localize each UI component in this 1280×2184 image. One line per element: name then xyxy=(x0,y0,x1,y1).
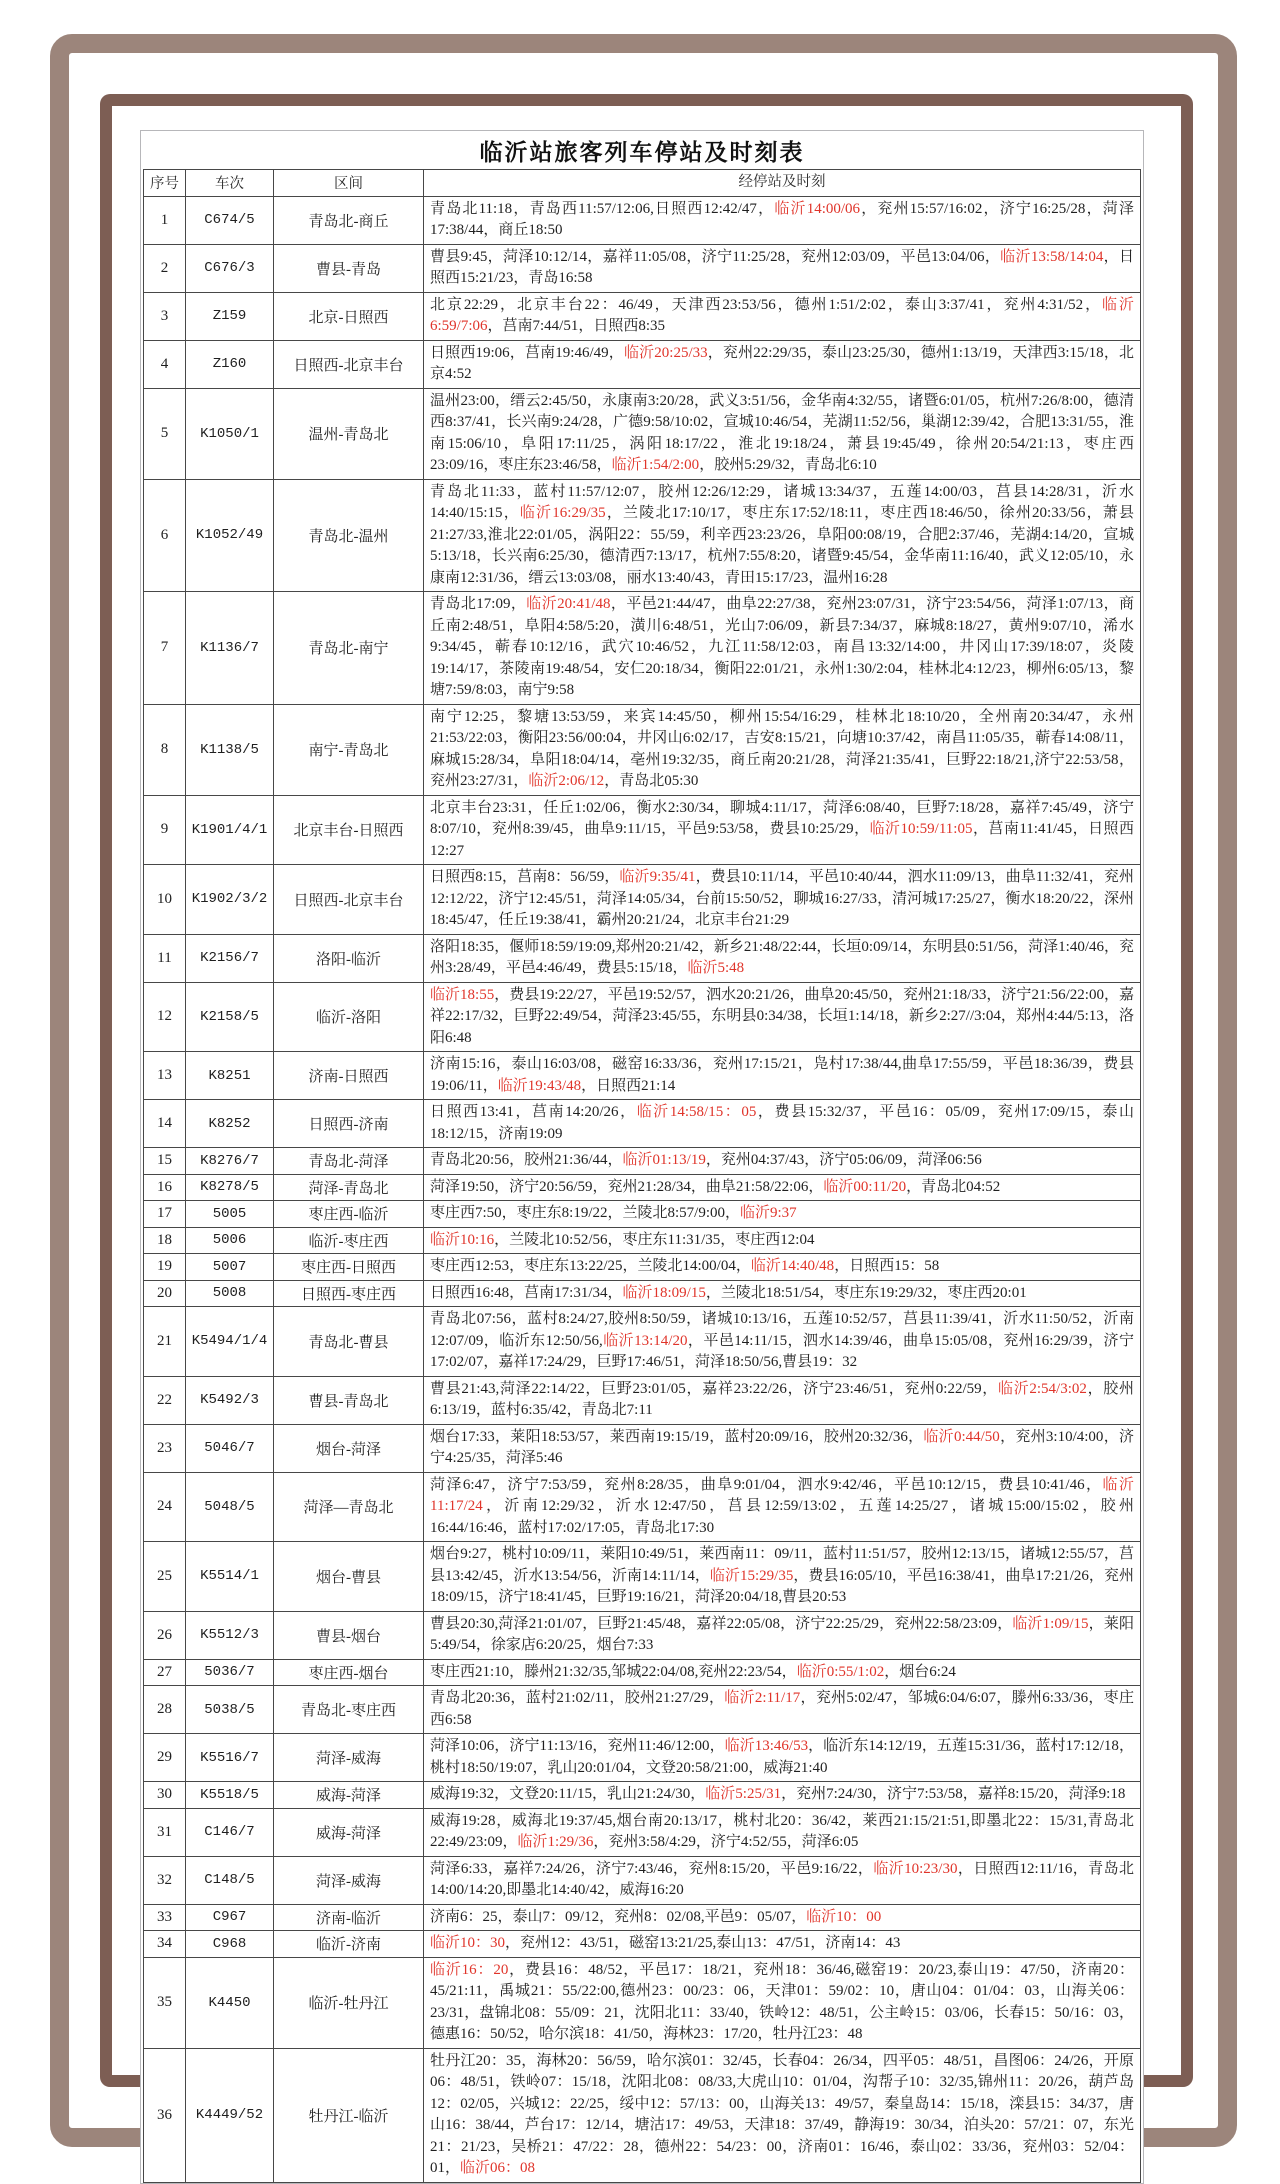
table-row xyxy=(144,340,1141,388)
stop-times-text: 日照西13:41，莒南14:20/26， xyxy=(430,1104,637,1120)
train-number-cell: Z160 xyxy=(186,340,274,388)
stop-times-text: ，兰陵北18:51/54，枣庄东19:29/32，枣庄西20:01 xyxy=(705,1284,1027,1301)
stop-times-text: 威海19:32，文登20:11/15，乳山21:24/30， xyxy=(430,1786,706,1802)
route-cell: 济南-日照西 xyxy=(274,1052,424,1100)
stop-times-text: ，日照西15：58 xyxy=(834,1258,940,1274)
route-cell: 菏泽-威海 xyxy=(274,1734,424,1782)
table-row xyxy=(144,704,1141,795)
stop-times-text: ，兖州15:57/16:02，济宁16:25/28，菏泽17:38/44，商丘18:50 xyxy=(430,200,1134,238)
linyi-time-highlight: 临沂10:59/11:05 xyxy=(869,821,973,837)
linyi-time-highlight: 临沂18:55 xyxy=(430,986,495,1003)
row-index-cell: 1 xyxy=(144,196,186,244)
linyi-time-highlight: 临沂10：30 xyxy=(430,1935,506,1951)
stop-times-text: ，临沂东14:12/19，五莲15:31/36，蓝村17:12/18，桃村18:50/19:07，乳山20:01/04，文登20:58/21:00，威海21:40 xyxy=(430,1738,1134,1776)
stops-cell xyxy=(424,704,1141,795)
linyi-time-highlight: 临沂15:29/35 xyxy=(709,1567,794,1584)
stop-times-text: ，兰陵北10:52/56，枣庄东11:31/35，枣庄西12:04 xyxy=(494,1231,815,1248)
stops-cell xyxy=(424,1542,1141,1612)
linyi-time-highlight: 临沂01:13/19 xyxy=(622,1152,706,1168)
linyi-time-highlight: 临沂14:40/48 xyxy=(750,1258,835,1274)
stop-times-text: ，费县16：48/52，平邑17：18/21，兖州18：36/46,磁窑19：20/23,泰山19：47/50，济南20：45/21:11，禹城21：55/22:00,德州23：00/23：06，天津01：59/02：10，唐山04：01/04：03，山海关06：23/31，盘锦北08：55/09：21，沈阳北11：33/40，铁岭12：48/51，公主岭15：03/06，长春15：50/16：03，德惠16：50/52，哈尔滨18：41/50，海林23：17/20，牡丹江23：48 xyxy=(430,1961,1134,2042)
table-row xyxy=(144,1808,1141,1856)
stop-times-text: ，胶州5:29/32，青岛北6:10 xyxy=(699,457,877,473)
table-row xyxy=(144,1659,1141,1686)
stop-times-text: 日照西16:48，莒南17:31/34， xyxy=(430,1284,623,1301)
linyi-time-highlight: 临沂1:54/2:00 xyxy=(611,457,700,473)
train-number-cell: 5005 xyxy=(186,1201,274,1228)
row-index-cell: 21 xyxy=(144,1307,186,1377)
row-index-cell: 30 xyxy=(144,1782,186,1809)
linyi-time-highlight: 临沂13:14/20 xyxy=(602,1332,688,1349)
row-index-cell: 5 xyxy=(144,388,186,479)
stops-cell xyxy=(424,292,1141,340)
route-cell: 济南-临沂 xyxy=(274,1904,424,1931)
table-row xyxy=(144,1931,1141,1958)
route-cell: 青岛北-曹县 xyxy=(274,1307,424,1377)
row-index-cell: 25 xyxy=(144,1542,186,1612)
table-row xyxy=(144,1904,1141,1931)
row-index-cell: 9 xyxy=(144,795,186,865)
stop-times-text: 曹县20:30,菏泽21:01/07，巨野21:45/48，嘉祥22:05/08，济宁22:25/29，兖州22:58/23:09， xyxy=(430,1615,1013,1632)
route-cell: 日照西-北京丰台 xyxy=(274,865,424,935)
linyi-time-highlight: 临沂2:06/12 xyxy=(528,773,605,789)
stop-times-text: ，青岛北05:30 xyxy=(604,773,699,789)
route-cell: 临沂-洛阳 xyxy=(274,982,424,1052)
stop-times-text: 青岛北07:56，蓝村8:24/27,胶州8:50/59，诸城10:13/16，五莲10:52/57，莒县11:39/41，沂水11:50/52，沂南12:07/09，临沂东12:50/56, xyxy=(430,1311,1134,1349)
row-index-cell: 6 xyxy=(144,479,186,592)
route-cell: 曹县-烟台 xyxy=(274,1611,424,1659)
stop-times-text: ，费县19:22/27，平邑19:52/57，泗水20:21/26，曲阜20:45/50，兖州21:18/33，济宁21:56/22:00，嘉祥22:17/32，巨野22:49/54，菏泽23:45/55，东明县0:34/38，长垣1:14/18，新乡2:27//3:04，郑州4:44/5:13，洛阳6:48 xyxy=(430,986,1134,1046)
train-number-cell: 5006 xyxy=(186,1227,274,1254)
route-cell: 威海-菏泽 xyxy=(274,1782,424,1809)
stop-times-text: ，兖州3:58/4:29，济宁4:52/55，菏泽6:05 xyxy=(593,1834,859,1850)
table-row xyxy=(144,1254,1141,1281)
timetable-header xyxy=(144,170,1141,197)
stops-cell xyxy=(424,1424,1141,1472)
row-index-cell: 36 xyxy=(144,2048,186,2182)
stop-times-text: 洛阳18:35，偃师18:59/19:09,郑州20:21/42，新乡21:48/22:44，长垣0:09/14，东明县0:51/56，菏泽1:40/46，兖州3:28/49，平邑4:46/49，费县5:15/18， xyxy=(430,938,1134,976)
linyi-time-highlight: 临沂10：00 xyxy=(806,1908,882,1925)
train-number-cell: Z159 xyxy=(186,292,274,340)
table-row xyxy=(144,1052,1141,1100)
stops-cell xyxy=(424,196,1141,244)
stop-times-text: ，青岛北04:52 xyxy=(906,1178,1001,1195)
stops-cell xyxy=(424,1957,1141,2048)
table-row xyxy=(144,1542,1141,1612)
table-row xyxy=(144,1611,1141,1659)
linyi-time-highlight: 临沂16:29/35 xyxy=(519,505,606,521)
route-cell: 枣庄西-日照西 xyxy=(274,1254,424,1281)
row-index-cell: 14 xyxy=(144,1100,186,1148)
stops-cell xyxy=(424,388,1141,479)
linyi-time-highlight: 临沂10:16 xyxy=(430,1231,495,1248)
route-cell: 菏泽—青岛北 xyxy=(274,1472,424,1542)
linyi-time-highlight: 临沂5:48 xyxy=(687,960,745,976)
stop-times-text: 烟台17:33，莱阳18:53/57，莱西南19:15/19，蓝村20:09/16，胶州20:32/36， xyxy=(430,1428,924,1445)
route-cell: 临沂-枣庄西 xyxy=(274,1227,424,1254)
stops-cell xyxy=(424,340,1141,388)
stops-cell xyxy=(424,865,1141,935)
linyi-time-highlight: 临沂18:09/15 xyxy=(622,1284,706,1301)
table-row xyxy=(144,1174,1141,1201)
page-title: 临沂站旅客列车停站及时刻表 xyxy=(479,140,805,165)
table-row xyxy=(144,388,1141,479)
stop-times-text: 温州23:00，缙云2:45/50，永康南3:20/28，武义3:51/56，金华南4:32/55，诸暨6:01/05，杭州7:26/8:00，德清西8:37/41，长兴南9:24/28，广德9:58/10:02，宣城10:46/54，芜湖11:52/56，巢湖12:39/42，合肥13:31/55，淮南15:06/10，阜阳17:11/25，涡阳18:17/22，淮北19:18/24，萧县19:45/49，徐州20:54/21:13，枣庄西23:09/16，枣庄东23:46/58， xyxy=(430,392,1134,473)
train-number-cell: K4450 xyxy=(186,1957,274,2048)
train-number-cell: K5492/3 xyxy=(186,1376,274,1424)
train-number-cell: K4449/52 xyxy=(186,2048,274,2182)
stops-cell xyxy=(424,1052,1141,1100)
stop-times-text: ，兖州04:37/43，济宁05:06/09，菏泽06:56 xyxy=(705,1152,982,1168)
column-header-route: 区间 xyxy=(274,170,424,197)
stop-times-text: 菏泽6:33，嘉祥7:24/26，济宁7:43/46，兖州8:15/20，平邑9:16/22， xyxy=(430,1860,874,1877)
table-row xyxy=(144,1227,1141,1254)
stops-cell xyxy=(424,982,1141,1052)
train-number-cell: K5518/5 xyxy=(186,1782,274,1809)
table-row xyxy=(144,1686,1141,1734)
linyi-time-highlight: 临沂11:17/24 xyxy=(430,1476,1134,1514)
row-index-cell: 35 xyxy=(144,1957,186,2048)
stops-cell xyxy=(424,1808,1141,1856)
stop-times-text: ，费县15:32/37，平邑16：05/09，兖州17:09/15，泰山18:12/15，济南19:09 xyxy=(430,1104,1134,1142)
linyi-time-highlight: 临沂16：20 xyxy=(430,1961,509,1978)
train-number-cell: K1050/1 xyxy=(186,388,274,479)
stop-times-text: 威海19:28，威海北19:37/45,烟台南20:13/17，桃村北20：36/42，莱西21:15/21:51,即墨北22：15/31,青岛北22:49/23:09， xyxy=(430,1812,1134,1850)
stop-times-text: ，日照西15:21/23，青岛16:58 xyxy=(430,248,1134,286)
table-row xyxy=(144,1100,1141,1148)
linyi-time-highlight: 临沂06：08 xyxy=(460,2160,536,2176)
stop-times-text: ，费县16:05/10，平邑16:38/41，曲阜17:21/26，兖州18:09/15，济宁18:41/45，巨野19:16/21，菏泽20:04/18,曹县20:53 xyxy=(430,1567,1134,1605)
route-cell: 曹县-青岛 xyxy=(274,244,424,292)
stop-times-text: 烟台9:27，桃村10:09/11，莱阳10:49/51，莱西南11：09/11，蓝村11:51/57，胶州12:13/15，诸城12:55/57，莒县13:42/45，沂水13:54/56，沂南14:11/14， xyxy=(430,1546,1134,1584)
route-cell: 温州-青岛北 xyxy=(274,388,424,479)
stops-cell xyxy=(424,1611,1141,1659)
route-cell: 菏泽-青岛北 xyxy=(274,1174,424,1201)
table-row xyxy=(144,196,1141,244)
stop-times-text: 青岛北11:33，蓝村11:57/12:07，胶州12:26/12:29，诸城13:34/37，五莲14:00/03，莒县14:28/31，沂水14:40/15:15， xyxy=(430,483,1134,521)
linyi-time-highlight: 临沂2:11/17 xyxy=(724,1690,801,1706)
route-cell: 日照西-济南 xyxy=(274,1100,424,1148)
route-cell: 北京丰台-日照西 xyxy=(274,795,424,865)
table-row xyxy=(144,934,1141,982)
linyi-time-highlight: 临沂0:55/1:02 xyxy=(796,1663,885,1680)
linyi-time-highlight: 临沂10:23/30 xyxy=(873,1860,958,1877)
train-number-cell: 5008 xyxy=(186,1280,274,1307)
row-index-cell: 3 xyxy=(144,292,186,340)
stop-times-text: 南宁12:25，黎塘13:53/59，来宾14:45/50，柳州15:54/16:29，桂林北18:10/20，全州南20:34/47，永州21:53/22:03，衡阳23:56/00:04，井冈山6:02/17，吉安8:15/21，向塘10:37/42，南昌11:05/35，蕲春14:08/11，麻城15:28/34，阜阳18:04/14，亳州19:32/35，商丘南20:21/28，菏泽21:35/41，巨野22:18/21,济宁22:53/58，兖州23:27/31， xyxy=(430,708,1134,789)
stop-times-text: 青岛北17:09， xyxy=(430,596,527,612)
table-row xyxy=(144,982,1141,1052)
stops-cell xyxy=(424,1254,1141,1281)
row-index-cell: 31 xyxy=(144,1808,186,1856)
train-number-cell: K5514/1 xyxy=(186,1542,274,1612)
stop-times-text: 青岛北20:56，胶州21:36/44， xyxy=(430,1152,623,1168)
train-number-cell: C674/5 xyxy=(186,196,274,244)
row-index-cell: 12 xyxy=(144,982,186,1052)
stop-times-text: ，日照西21:14 xyxy=(581,1077,676,1094)
row-index-cell: 28 xyxy=(144,1686,186,1734)
stops-cell xyxy=(424,795,1141,865)
train-number-cell: K1901/4/1 xyxy=(186,795,274,865)
table-row xyxy=(144,795,1141,865)
linyi-time-highlight: 临沂14:00/06 xyxy=(774,200,861,217)
stops-cell xyxy=(424,1201,1141,1228)
stop-times-text: ，沂南12:29/32，沂水12:47/50，莒县12:59/13:02，五莲14:25/27，诸城15:00/15:02，胶州16:44/16:46，蓝村17:02/17:05，青岛北17:30 xyxy=(430,1498,1134,1536)
route-cell: 枣庄西-烟台 xyxy=(274,1659,424,1686)
route-cell: 临沂-济南 xyxy=(274,1931,424,1958)
stop-times-text: 曹县9:45，菏泽10:12/14，嘉祥11:05/08，济宁11:25/28，兖州12:03/09，平邑13:04/06， xyxy=(430,248,1001,265)
row-index-cell: 24 xyxy=(144,1472,186,1542)
stops-cell xyxy=(424,1376,1141,1424)
train-number-cell: K8276/7 xyxy=(186,1148,274,1175)
table-row xyxy=(144,2048,1141,2182)
route-cell: 牡丹江-临沂 xyxy=(274,2048,424,2182)
route-cell: 威海-菏泽 xyxy=(274,1808,424,1856)
table-row xyxy=(144,1376,1141,1424)
row-index-cell: 13 xyxy=(144,1052,186,1100)
train-number-cell: K8278/5 xyxy=(186,1174,274,1201)
linyi-time-highlight: 临沂20:41/48 xyxy=(526,596,611,612)
table-row xyxy=(144,1201,1141,1228)
stops-cell xyxy=(424,1782,1141,1809)
stops-cell xyxy=(424,1100,1141,1148)
stop-times-text: ，兖州12：43/51，磁窑13:21/25,泰山13：47/51，济南14：43 xyxy=(505,1935,901,1951)
stop-times-text: ，平邑14:11/15，泗水14:39/46，曲阜15:05/08，兖州16:29/39，济宁17:02/07，嘉祥17:24/29，巨野17:46/51，菏泽18:50/56,曹县19：32 xyxy=(430,1332,1134,1370)
table-row xyxy=(144,592,1141,705)
table-row xyxy=(144,1280,1141,1307)
train-number-cell: 5038/5 xyxy=(186,1686,274,1734)
stop-times-text: ，日照西12:11/16，青岛北14:00/14:20,即墨北14:40/42，威海16:20 xyxy=(430,1860,1134,1898)
train-number-cell: K1902/3/2 xyxy=(186,865,274,935)
linyi-time-highlight: 临沂6:59/7:06 xyxy=(430,296,1134,334)
row-index-cell: 33 xyxy=(144,1904,186,1931)
stop-times-text: ，莒南11:41/45，日照西12:27 xyxy=(430,821,1135,859)
row-index-cell: 27 xyxy=(144,1659,186,1686)
table-row xyxy=(144,1148,1141,1175)
stop-times-text: ，兖州22:29/35，泰山23:25/30，德州1:13/19，天津西3:15/18，北京4:52 xyxy=(430,344,1134,382)
row-index-cell: 4 xyxy=(144,340,186,388)
train-number-cell: K1136/7 xyxy=(186,592,274,705)
row-index-cell: 29 xyxy=(144,1734,186,1782)
stop-times-text: ，兖州7:24/30，济宁7:53/58，嘉祥8:15/20，菏泽9:18 xyxy=(781,1786,1126,1802)
linyi-time-highlight: 临沂1:09/15 xyxy=(1012,1615,1089,1632)
route-cell: 青岛北-商丘 xyxy=(274,196,424,244)
linyi-time-highlight: 临沂2:54/3:02 xyxy=(998,1380,1087,1397)
timetable xyxy=(143,169,1141,2183)
row-index-cell: 17 xyxy=(144,1201,186,1228)
stops-cell xyxy=(424,1659,1141,1686)
linyi-time-highlight: 临沂00:11/20 xyxy=(823,1178,907,1195)
stop-times-text: ，莒南7:44/51，日照西8:35 xyxy=(487,318,666,334)
route-cell: 南宁-青岛北 xyxy=(274,704,424,795)
linyi-time-highlight: 临沂9:35/41 xyxy=(619,869,696,885)
train-number-cell: C968 xyxy=(186,1931,274,1958)
route-cell: 烟台-菏泽 xyxy=(274,1424,424,1472)
route-cell: 枣庄西-临沂 xyxy=(274,1201,424,1228)
linyi-time-highlight: 临沂5:25/31 xyxy=(705,1786,782,1802)
table-row xyxy=(144,1472,1141,1542)
column-header-index: 序号 xyxy=(144,170,186,197)
route-cell: 曹县-青岛北 xyxy=(274,1376,424,1424)
train-number-cell: K8251 xyxy=(186,1052,274,1100)
stop-times-text: 枣庄西12:53，枣庄东13:22/25，兰陵北14:00/04， xyxy=(430,1258,751,1274)
table-row xyxy=(144,1307,1141,1377)
route-cell: 青岛北-南宁 xyxy=(274,592,424,705)
stops-cell xyxy=(424,1148,1141,1175)
route-cell: 烟台-曹县 xyxy=(274,1542,424,1612)
linyi-time-highlight: 临沂9:37 xyxy=(740,1205,797,1221)
row-index-cell: 8 xyxy=(144,704,186,795)
stop-times-text: 菏泽19:50，济宁20:56/59，兖州21:28/34，曲阜21:58/22:06， xyxy=(430,1178,824,1195)
route-cell: 洛阳-临沂 xyxy=(274,934,424,982)
train-number-cell: 5036/7 xyxy=(186,1659,274,1686)
stop-times-text: ，胶州6:13/19，蓝村6:35/42，青岛北7:11 xyxy=(430,1380,1134,1418)
stops-cell xyxy=(424,1734,1141,1782)
train-number-cell: C148/5 xyxy=(186,1856,274,1904)
stops-cell xyxy=(424,1280,1141,1307)
stops-cell xyxy=(424,592,1141,705)
stop-times-text: 北京丰台23:31，任丘1:02/06，衡水2:30/34，聊城4:11/17，菏泽6:08/40，巨野7:18/28，嘉祥7:45/49，济宁8:07/10，兖州8:39/45，曲阜9:11/15，平邑9:53/58，费县10:25/29， xyxy=(430,799,1134,837)
row-index-cell: 7 xyxy=(144,592,186,705)
linyi-time-highlight: 临沂13:58/14:04 xyxy=(1000,248,1104,265)
route-cell: 青岛北-枣庄西 xyxy=(274,1686,424,1734)
stop-times-text: 曹县21:43,菏泽22:14/22，巨野23:01/05，嘉祥23:22/26，济宁23:46/51，兖州0:22/59， xyxy=(430,1380,998,1397)
stops-cell xyxy=(424,1174,1141,1201)
train-number-cell: K2158/5 xyxy=(186,982,274,1052)
stop-times-text: 枣庄西21:10，滕州21:32/35,邹城22:04/08,兖州22:23/54， xyxy=(430,1663,797,1680)
row-index-cell: 22 xyxy=(144,1376,186,1424)
linyi-time-highlight: 临沂19:43/48 xyxy=(497,1077,582,1094)
route-cell: 北京-日照西 xyxy=(274,292,424,340)
column-header-stops: 经停站及时刻 xyxy=(424,170,1141,197)
row-index-cell: 34 xyxy=(144,1931,186,1958)
stops-cell xyxy=(424,1472,1141,1542)
stop-times-text: 青岛北11:18，青岛西11:57/12:06,日照西12:42/47， xyxy=(430,200,775,217)
stop-times-text: 日照西19:06，莒南19:46/49， xyxy=(430,344,624,361)
linyi-time-highlight: 临沂1:29/36 xyxy=(517,1834,594,1850)
stop-times-text: 日照西8:15，莒南8：56/59， xyxy=(430,869,620,885)
row-index-cell: 26 xyxy=(144,1611,186,1659)
row-index-cell: 2 xyxy=(144,244,186,292)
table-row xyxy=(144,244,1141,292)
route-cell: 日照西-枣庄西 xyxy=(274,1280,424,1307)
route-cell: 临沂-牡丹江 xyxy=(274,1957,424,2048)
stops-cell xyxy=(424,244,1141,292)
stops-cell xyxy=(424,1227,1141,1254)
row-index-cell: 16 xyxy=(144,1174,186,1201)
row-index-cell: 19 xyxy=(144,1254,186,1281)
stops-cell xyxy=(424,479,1141,592)
stop-times-text: 青岛北20:36，蓝村21:02/11，胶州21:27/29， xyxy=(430,1690,725,1706)
train-number-cell: K2156/7 xyxy=(186,934,274,982)
row-index-cell: 20 xyxy=(144,1280,186,1307)
train-number-cell: K5516/7 xyxy=(186,1734,274,1782)
table-row xyxy=(144,1957,1141,2048)
route-cell: 菏泽-威海 xyxy=(274,1856,424,1904)
row-index-cell: 11 xyxy=(144,934,186,982)
table-row xyxy=(144,1734,1141,1782)
stop-times-text: ，烟台6:24 xyxy=(884,1663,956,1680)
linyi-time-highlight: 临沂13:46/53 xyxy=(724,1738,809,1754)
row-index-cell: 32 xyxy=(144,1856,186,1904)
train-number-cell: 5046/7 xyxy=(186,1424,274,1472)
linyi-time-highlight: 临沂0:44/50 xyxy=(923,1428,1000,1445)
route-cell: 青岛北-菏泽 xyxy=(274,1148,424,1175)
stop-times-text: 济南15:16，泰山16:03/08，磁窑16:33/36，兖州17:15/21，凫村17:38/44,曲阜17:55/59，平邑18:36/39，费县19:06/11， xyxy=(430,1056,1134,1094)
stop-times-text: 济南6：25，泰山7：09/12，兖州8：02/08,平邑9：05/07， xyxy=(430,1908,807,1925)
row-index-cell: 18 xyxy=(144,1227,186,1254)
stop-times-text: 菏泽10:06，济宁11:13/16，兖州11:46/12:00， xyxy=(430,1738,725,1754)
row-index-cell: 23 xyxy=(144,1424,186,1472)
table-row xyxy=(144,1856,1141,1904)
train-number-cell: K5494/1/4 xyxy=(186,1307,274,1377)
stop-times-text: ，兰陵北17:10/17，枣庄东17:52/18:11，枣庄西18:46/50，徐州20:33/56，萧县21:27/33,淮北22:01/05，涡阳22：55/59，利辛西23:23/26，阜阳00:08/19，合肥2:37/46，芜湖4:14/20，宣城5:13/18，长兴南6:25/30，德清西7:13/17，杭州7:55/8:20，诸暨9:45/54，金华南11:16/40，武义12:05/10，永康南12:31/36，缙云13:03/08，丽水13:40/43，青田15:17/23，温州16:28 xyxy=(430,505,1134,586)
route-cell: 日照西-北京丰台 xyxy=(274,340,424,388)
stops-cell xyxy=(424,934,1141,982)
stops-cell xyxy=(424,2048,1141,2182)
train-number-cell: C146/7 xyxy=(186,1808,274,1856)
stops-cell xyxy=(424,1856,1141,1904)
timetable-body xyxy=(144,196,1141,2182)
train-number-cell: K1052/49 xyxy=(186,479,274,592)
stop-times-text: 枣庄西7:50，枣庄东8:19/22，兰陵北8:57/9:00， xyxy=(430,1205,741,1221)
train-number-cell: 5048/5 xyxy=(186,1472,274,1542)
train-number-cell: K8252 xyxy=(186,1100,274,1148)
train-number-cell: K5512/3 xyxy=(186,1611,274,1659)
stop-times-text: ，兖州5:02/47，邹城6:04/6:07，滕州6:33/36，枣庄西6:58 xyxy=(430,1690,1134,1728)
table-row xyxy=(144,479,1141,592)
table-row xyxy=(144,1782,1141,1809)
stop-times-text: 牡丹江20：35，海林20：56/59，哈尔滨01：32/45，长春04：26/34，四平05：48/51，昌图06：24/26，开原06：48/51，铁岭07：15/18，沈阳北08：08/33,大虎山10：01/04，沟帮子10：32/35,锦州11：20/26，葫芦岛12：02/05，兴城12：22/25，绥中12：57/13：00，山海关13：49/57，秦皇岛14：15/18，滦县15：34/37，唐山16：38/44，芦台17：12/14，塘沽17：49/53，天津18：37/49，静海19：30/34，泊头20：57/21：07，东光21：21/23，吴桥21：47/22：28，德州22：54/23：00，济南01：16/46，泰山02：33/36，兖州03：52/04：01， xyxy=(430,2052,1134,2176)
stop-times-text: ，费县10:11/14，平邑10:40/44，泗水11:09/13，曲阜11:32/41，兖州12:12/22，济宁12:45/51，菏泽14:05/34，台前15:50/52，聊城16:27/33，清河城17:25/27，衡水18:20/22，深州18:45/47，任丘19:38/41，霸州20:21/24，北京丰台21:29 xyxy=(430,869,1135,928)
table-row xyxy=(144,1424,1141,1472)
timetable-sheet xyxy=(140,130,1144,2184)
row-index-cell: 10 xyxy=(144,865,186,935)
stops-cell xyxy=(424,1904,1141,1931)
header-row xyxy=(144,170,1141,197)
train-number-cell: C967 xyxy=(186,1904,274,1931)
stops-cell xyxy=(424,1686,1141,1734)
stop-times-text: ，平邑21:44/47，曲阜22:27/38，兖州23:07/31，济宁23:54/56，菏泽1:07/13，商丘南2:48/51，阜阳4:58/5:20，潢川6:48/51，光山7:06/09，新县7:34/37，麻城8:18/27，黄州9:07/10，浠水9:34/45，蕲春10:12/16，武穴10:46/52，九江11:58/12:03，南昌13:32/14:00，井冈山17:39/18:07，炎陵19:14/17，茶陵南19:48/54，安仁20:18/34，衡阳22:01/21，永州1:30/2:04，桂林北4:12/23，柳州6:05/13，黎塘7:59/8:03，南宁9:58 xyxy=(430,596,1134,698)
train-number-cell: C676/3 xyxy=(186,244,274,292)
linyi-time-highlight: 临沂14:58/15：05 xyxy=(636,1104,757,1120)
table-row xyxy=(144,292,1141,340)
stop-times-text: 菏泽6:47，济宁7:53/59，兖州8:28/35，曲阜9:01/04，泗水9:42/46，平邑10:12/15，费县10:41/46， xyxy=(430,1476,1103,1493)
stop-times-text: ，兖州3:10/4:00，济宁4:25/35，菏泽5:46 xyxy=(430,1428,1134,1466)
stops-cell xyxy=(424,1931,1141,1958)
train-number-cell: K1138/5 xyxy=(186,704,274,795)
linyi-time-highlight: 临沂20:25/33 xyxy=(623,344,708,361)
stop-times-text: 北京22:29，北京丰台22：46/49，天津西23:53/56，德州1:51/2:02，泰山3:37/41，兖州4:31/52， xyxy=(430,296,1103,313)
train-number-cell: 5007 xyxy=(186,1254,274,1281)
stop-times-text: ，莱阳5:49/54，徐家店6:20/25，烟台7:33 xyxy=(430,1615,1134,1653)
table-row xyxy=(144,865,1141,935)
row-index-cell: 15 xyxy=(144,1148,186,1175)
column-header-train: 车次 xyxy=(186,170,274,197)
route-cell: 青岛北-温州 xyxy=(274,479,424,592)
stops-cell xyxy=(424,1307,1141,1377)
